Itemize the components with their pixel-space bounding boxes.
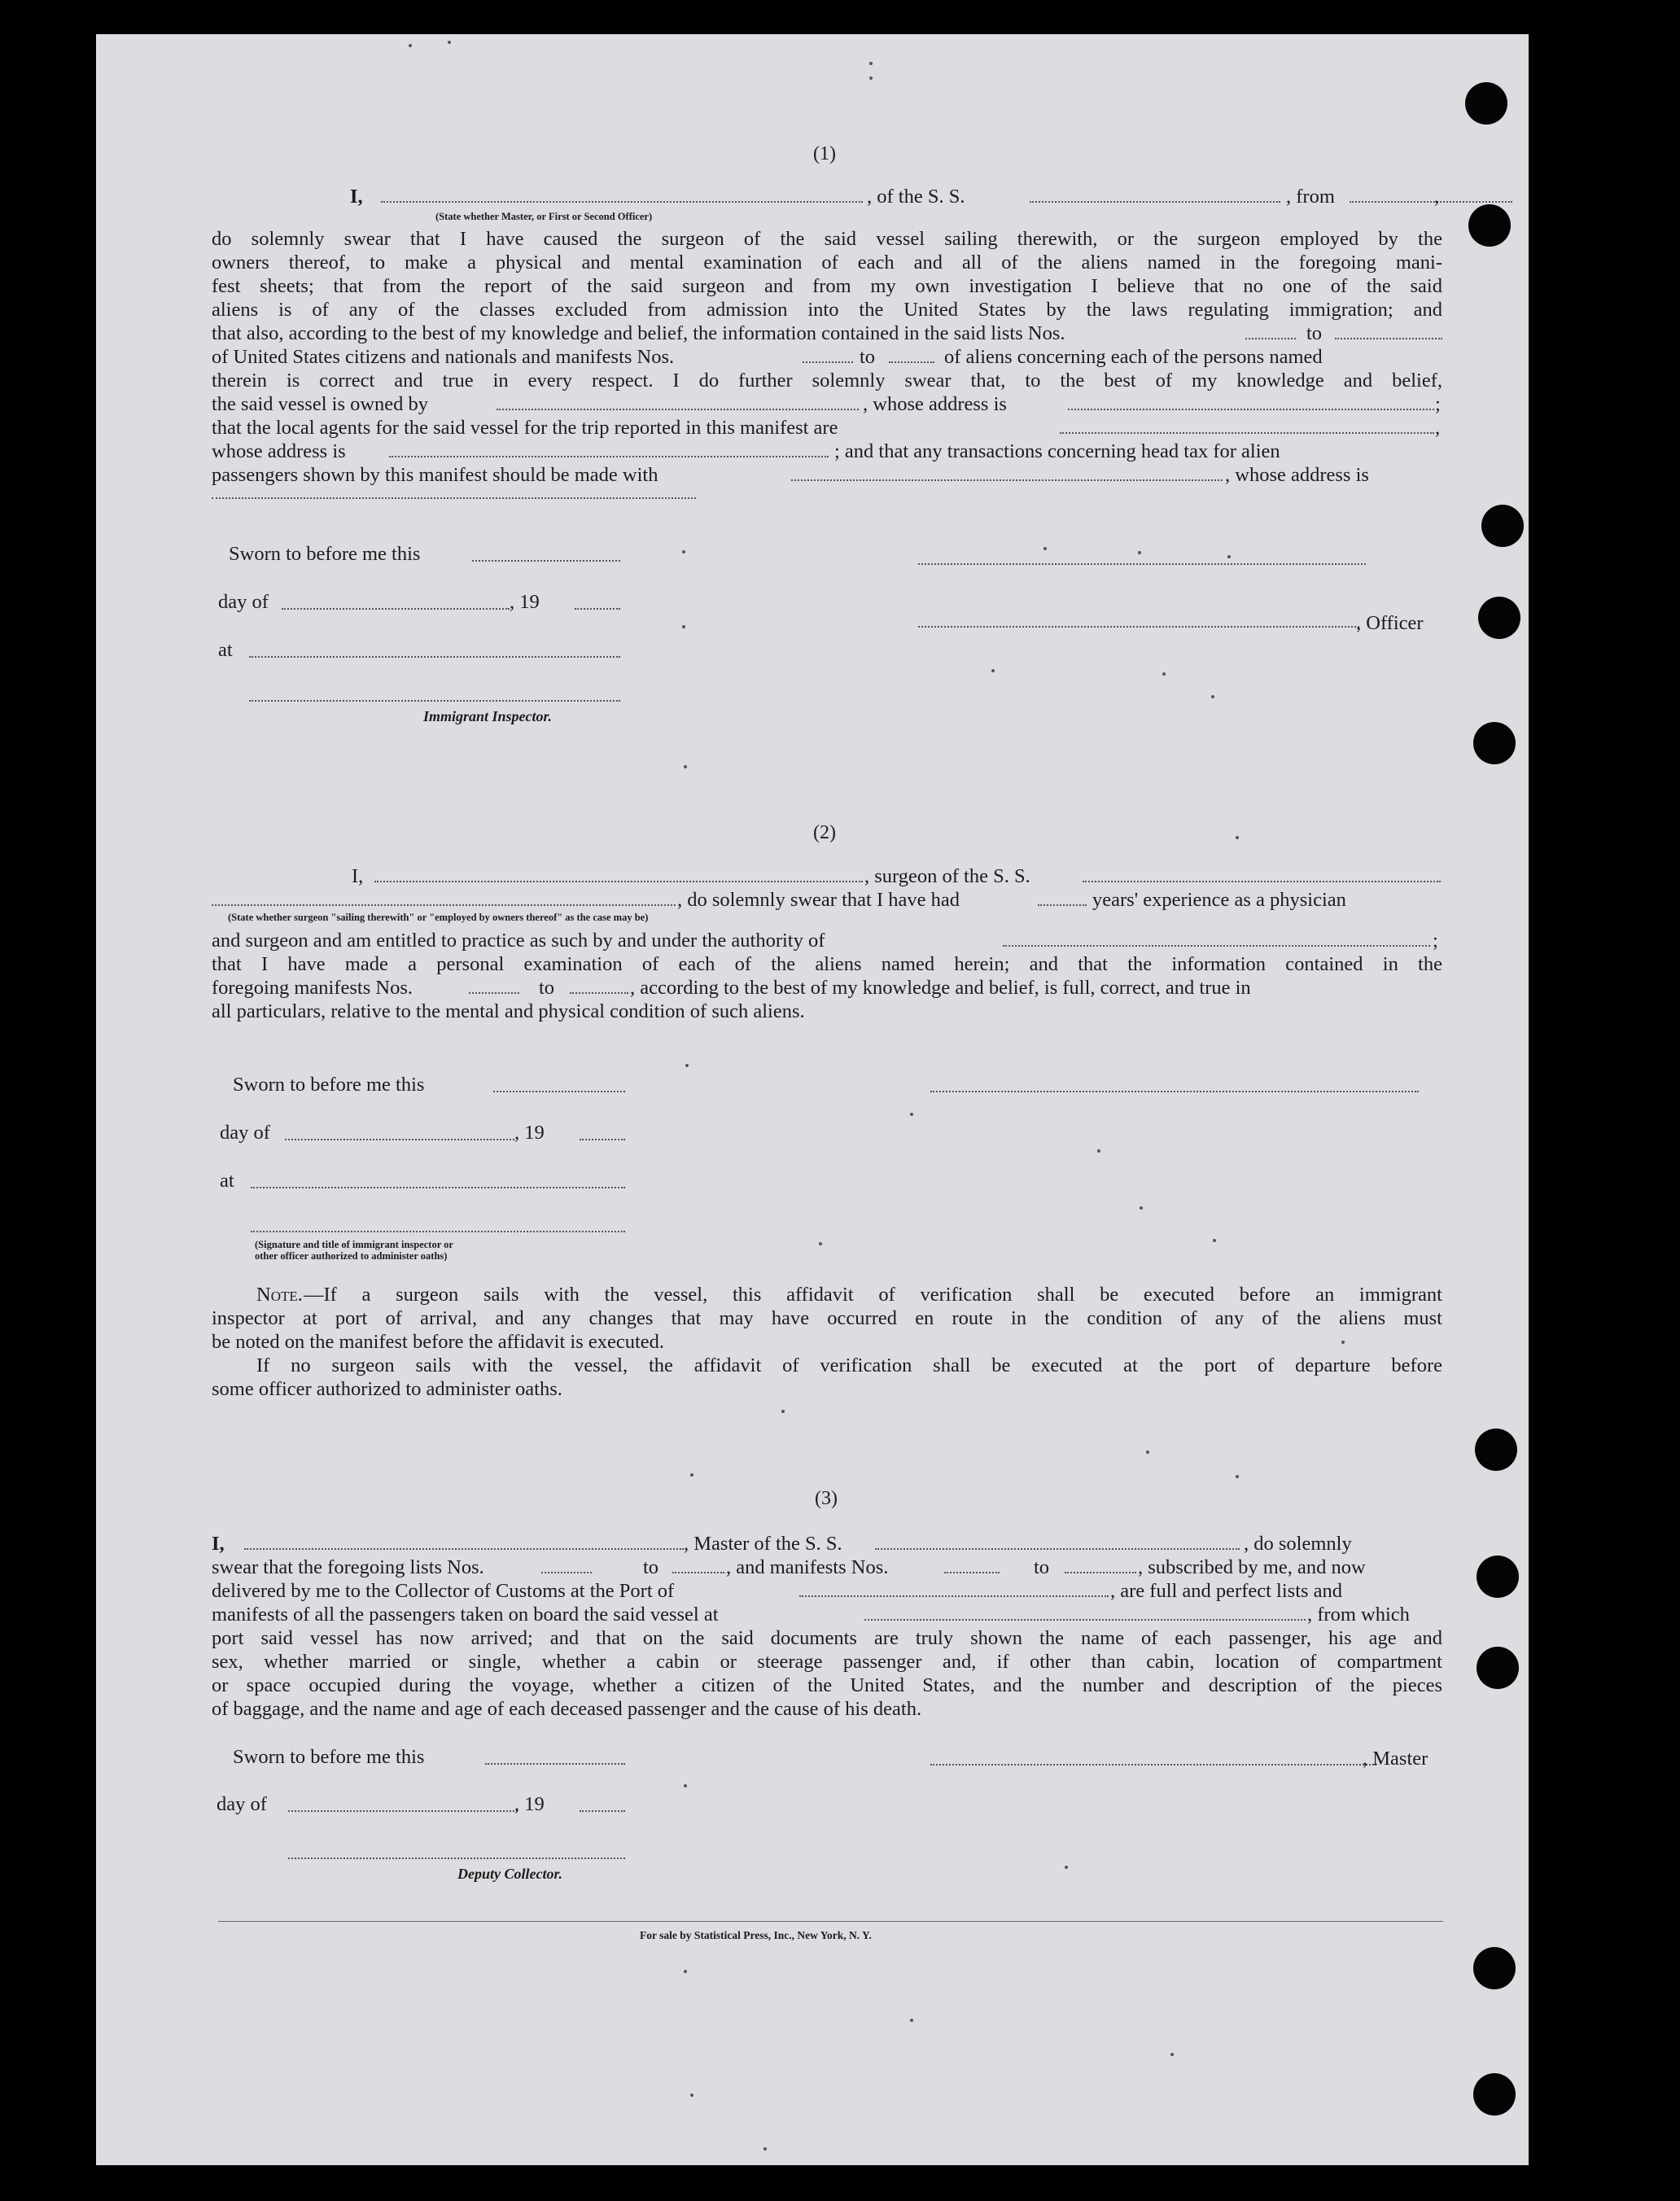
speck [1097,1149,1100,1153]
speck [684,765,687,768]
s3-line-4: manifests of all the passengers taken on board the said vessel at , from which [212,1604,1410,1626]
s2-field-caption: (State whether surgeon "sailing therewith" or "employed by owners thereof" as the case may be) [228,912,649,923]
s2-officer-signature-field[interactable] [251,1231,625,1232]
s3-day-field[interactable] [288,1810,518,1812]
surgeon-status-field[interactable] [212,904,676,906]
s3-sworn-date-field[interactable] [485,1763,625,1765]
s2-line-4: that I have made a personal examination of each of the aliens named herein; and that the information contained in the [212,953,1442,975]
speck [1162,672,1166,676]
s2-note-line-5: some officer authorized to administer oaths. [212,1378,562,1400]
s3-line-7: or space occupied during the voyage, whether a citizen of the United States, and the number and description of the pieces [212,1674,1442,1696]
speck [991,669,995,672]
speck [763,2147,767,2151]
section-2-number: (2) [813,822,836,843]
s1-line-12: passengers shown by this manifest should be made with , whose address is [212,464,1369,486]
owner-field[interactable] [497,409,859,410]
s3-sworn-label: Sworn to before me this [233,1746,425,1768]
speck [682,550,685,554]
s2-dayof-label: day of [220,1122,270,1144]
s2-manifests-from-field[interactable] [469,992,519,994]
years-experience-field[interactable] [1038,904,1087,906]
speck [1227,555,1231,558]
master-name-field[interactable] [381,201,863,203]
s1-officer-signature-field[interactable] [918,626,1359,628]
section-3-number: (3) [815,1488,838,1509]
s3-line-8: of baggage, and the name and age of each deceased passenger and the cause of his death. [212,1698,922,1720]
surgeon-name-field[interactable] [374,881,863,882]
speck [910,1113,913,1116]
s2-year-field[interactable] [580,1139,625,1140]
s2-sig-caption-1: (Signature and title of immigrant inspector or [255,1239,453,1250]
speck [690,1473,693,1477]
speck [690,2094,693,2097]
punch-hole [1473,2073,1516,2116]
s1-line-2: do solemnly swear that I have caused the surgeon of the said vessel sailing therewith, or the surgeon employed by the [212,228,1442,250]
s1-at-label: at [218,639,233,661]
speck [1170,2053,1174,2056]
head-tax-party-field[interactable] [791,479,1223,481]
s1-line-10: that the local agents for the said vessel for the trip reported in this manifest are , [212,417,1441,439]
speck [910,2019,913,2022]
s3-year-field[interactable] [580,1810,625,1812]
punch-hole [1478,597,1520,639]
s1-line-9: the said vessel is owned by , whose address is ; [212,393,1441,415]
authority-field[interactable] [1003,945,1430,947]
s1-line-11: whose address is ; and that any transactions concerning head tax for alien [212,440,1280,462]
speck [1140,1206,1143,1210]
s2-note-line-4: If no surgeon sails with the vessel, the affidavit of verification shall be executed at the port of departure before [256,1354,1442,1376]
s3-line-5: port said vessel has now arrived; and that on the said documents are truly shown the name of each passenger, his age and [212,1627,1442,1649]
speck [1043,547,1047,550]
s1-inspector-caption: Immigrant Inspector. [423,708,553,724]
speck [819,1242,822,1245]
speck [409,44,412,47]
s1-officer-signature-top[interactable] [918,563,1366,565]
s2-line-6: all particulars, relative to the mental and physical condition of such aliens. [212,1000,805,1022]
s3-master-signature-field[interactable] [930,1764,1376,1766]
s2-line-3: and surgeon and am entitled to practice as such by and under the authority of ; [212,930,1438,952]
s2-at-label: at [220,1170,234,1192]
s1-sworn-date-field[interactable] [472,560,620,562]
s2-note-line-3: be noted on the manifest before the affidavit is executed. [212,1331,665,1353]
lists-to-field[interactable] [1335,338,1442,339]
speck [685,1064,689,1067]
punch-hole [1468,204,1511,247]
speck [448,41,451,44]
owner-address-field[interactable] [1068,409,1434,410]
departure-port-field[interactable] [864,1619,1306,1621]
s1-line-5: aliens is of any of the classes excluded from admission into the United States by the laws regulating immigration; and [212,299,1442,321]
manifests-from-field[interactable] [803,361,853,363]
punch-hole [1473,722,1516,764]
s2-sworn-label: Sworn to before me this [233,1074,425,1096]
speck [1146,1451,1149,1454]
s2-at-field[interactable] [251,1187,625,1188]
punch-hole [1477,1647,1519,1689]
from-port-field[interactable] [1350,201,1512,203]
speck [1213,1239,1216,1242]
speck [1341,1341,1345,1344]
s1-line-3: owners thereof, to make a physical and mental examination of each and all of the aliens named in the foregoing mani- [212,252,1442,273]
speck [781,1410,785,1413]
s3-vessel-field[interactable] [875,1548,1240,1550]
punch-hole [1475,1429,1517,1471]
s2-vessel-field[interactable] [1083,881,1441,882]
s1-day-field[interactable] [282,608,510,610]
speck [1065,1866,1068,1869]
s1-line-4: fest sheets; that from the report of the said surgeon and from my own investigation I believe that no one of the said [212,275,1442,297]
speck [684,1970,687,1973]
head-tax-address-field[interactable] [212,497,696,499]
speck [869,62,873,65]
s2-day-field[interactable] [285,1139,514,1140]
s2-sworn-date-field[interactable] [493,1091,625,1092]
s1-year-field[interactable] [575,608,620,610]
s1-officer-label: , Officer [1356,612,1424,634]
speck [1211,695,1214,698]
speck [869,77,873,80]
s1-sworn-label: Sworn to before me this [229,543,421,565]
vessel-name-field[interactable] [1030,201,1280,203]
s3-collector-caption: Deputy Collector. [457,1866,562,1882]
s3-master-label: , Master [1363,1748,1428,1770]
customs-port-field[interactable] [799,1595,1109,1597]
speck [1236,836,1239,839]
s1-line-6: that also, according to the best of my knowledge and belief, the information contained in the said lists Nos. to [212,322,1442,345]
s3-master-name-field[interactable] [244,1548,684,1550]
lists-from-field[interactable] [1245,338,1296,339]
s1-field-caption: (State whether Master, or First or Second Officer) [435,211,653,222]
s2-line-5: foregoing manifests Nos. to , according to the best of my knowledge and belief, is full, correct, and true in [212,977,1251,999]
s2-year-label: , 19 [514,1122,545,1144]
footer-rule [218,1921,1443,1922]
s1-line-7: of United States citizens and nationals and manifests Nos. to of aliens concerning each of the persons named [212,346,1323,368]
s3-line-3: delivered by me to the Collector of Customs at the Port of , are full and perfect lists and [212,1580,1343,1602]
speck [682,625,685,628]
s3-line-2: swear that the foregoing lists Nos. to , and manifests Nos. to , subscribed by me, and now [212,1556,1366,1578]
s2-sig-caption-2: other officer authorized to administer oaths) [255,1250,448,1262]
s3-line-6: sex, whether married or single, whether a cabin or steerage passenger and, if other than cabin, location of compartment [212,1651,1442,1673]
punch-hole [1481,505,1524,547]
s3-lists-from-field[interactable] [541,1572,592,1573]
s1-dayof-label: day of [218,591,269,613]
agents-address-field[interactable] [389,456,829,457]
s2-surgeon-signature-field[interactable] [930,1091,1419,1092]
s2-manifests-to-field[interactable] [570,992,628,994]
speck [684,1784,687,1787]
s1-inspector-signature-field[interactable] [249,700,620,702]
speck [1138,551,1141,554]
manifests-to-field[interactable] [889,361,934,363]
s3-collector-signature-field[interactable] [288,1858,625,1859]
s1-year-label: , 19 [510,591,540,613]
form-sheet: (1) I, , of the S. S. , from , (State whether Master, or First or Second Officer) do solemnly swear that I have caused the surgeon of the said vessel sailing therewith, or the surgeon employed by the owners thereof, to make a physical and mental examination of each and all of the aliens named in the foregoing mani- fest sheets; that from the report of the said surgeon and from my own investigation I believe that no one of the said aliens is of any of the classes excluded from admission into the United States by the laws regulating immigration; and that also, according to the best of my knowledge and belief, the information contained in the said lists Nos. to of United States citizens and nationals and manifests Nos. to of aliens concerning each of the persons named therein is correct and true in every respect. I do further solemnly swear that, to the best of my knowledge and belief, the said vessel is owned by , whose address is ; that the local agents for the said vessel for the trip reported in this manifest are , whose address is ; and that any transactions concerning head tax for alien passengers shown by this manifest should be made with , whose address is Sworn to before me this day of , 19 at Immigrant Inspector. , Officer (2) I, , surgeon of the S. S. , do solemnly swear that I have had years' experience as a physician (State whether surgeon "sailing therewith" or "employed by owners thereof" as the case may be) and surgeon and am entitled to practice as such by and under the authority of ; that I have made a personal examination of each of the aliens named herein; and that the information contained in the foregoing manifests Nos. to , according to the best of my knowledge and belief, is full, correct, and true in all particulars, relative to the mental and physical condition of such aliens. Sworn to before me this day of , 19 at (Signature and title of immigrant inspector or other officer authorized to administer oaths) Note. —If a surgeon sails with the vessel, this affidavit of verification shall be executed before an immigrant inspector at port of arrival, and any changes that may have occurred en route in the condition of any of the aliens must be noted on the manifest before the affidavit is executed. If no surgeon sails with the vessel, the affidavit of verification shall be executed at the port of departure before some officer authorized to administer oaths. (3) I, , Master of the S. S. , do solemnly swear that the foregoing lists Nos. to , and manifests Nos. to , subscribed by me, and now delivered by me to the Collector of Customs at the Port of , are full and perfect lists and manifests of all the passengers taken on board the said vessel at , from which port said vessel has now arrived; and that on the said documents are truly shown the name of each passenger, his age and sex, whether married or single, whether a cabin or steerage passenger and, if other than cabin, location of compartment or space occupied during the voyage, whether a citizen of the United States, and the number and description of the pieces of baggage, and the name and age of each deceased passenger and the cause of his death. Sworn to before me this day of , 19 Deputy Collector. , Master For sale by Statistical Press, Inc., New York, N. Y. [96,34,1529,2165]
s1-at-field[interactable] [249,656,620,658]
speck [1236,1475,1239,1478]
section-1-number: (1) [813,143,836,164]
punch-hole [1465,82,1507,125]
punch-hole [1477,1556,1519,1598]
agents-field[interactable] [1060,432,1434,434]
s3-lists-to-field[interactable] [672,1572,724,1573]
punch-hole [1473,1947,1516,1989]
s3-year-label: , 19 [514,1793,545,1815]
s3-manifests-from-field[interactable] [944,1572,1000,1573]
s3-manifests-to-field[interactable] [1065,1572,1136,1573]
printer-imprint: For sale by Statistical Press, Inc., New York, N. Y. [640,1929,872,1941]
s1-line-8: therein is correct and true in every respect. I do further solemnly swear that, to the best of my knowledge and belief, [212,370,1442,392]
s2-note-line-2: inspector at port of arrival, and any changes that may have occurred en route in the condition of any of the aliens must [212,1307,1442,1329]
s3-dayof-label: day of [217,1793,267,1815]
